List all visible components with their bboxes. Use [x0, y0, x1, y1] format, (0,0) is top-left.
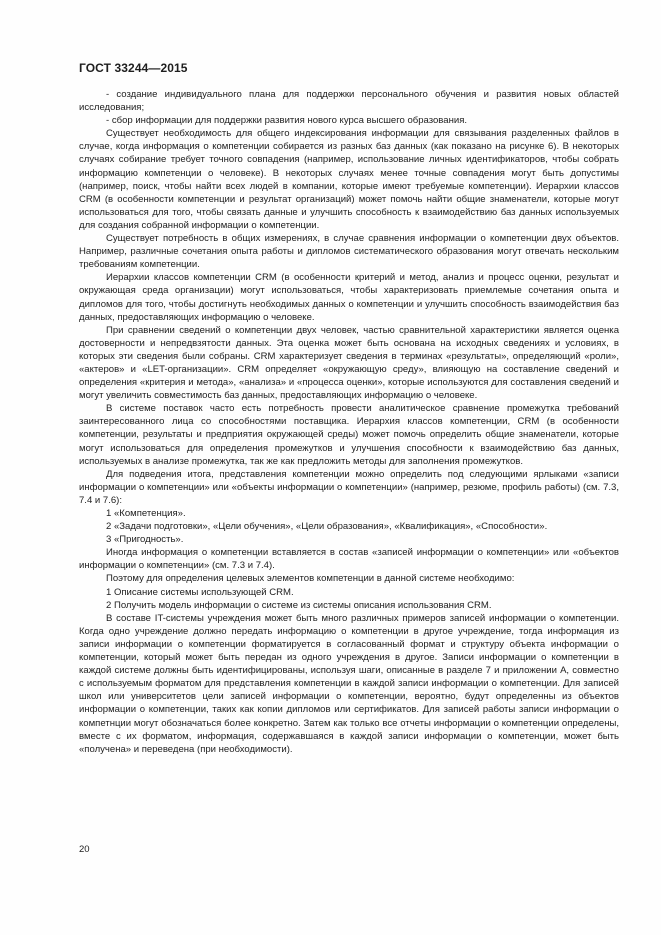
paragraph: При сравнении сведений о компетенции двух человек, частью сравнительной характеристики является оценка достоверности и непредвзятости данных. Эта оценка может быть основана на исходных сведениях и условиях, в которых эти сведения были собраны. CRM характеризует сведения в терминах «результаты», определяющий «роли», «актеров» и «LET-организации». CRM определяет «окружающую среду», влияющую на составление сведений и определения «критерия и метода», «анализа» и «процесса оценки», которые используются для составления сведений и могут увеличить совместимость баз данных, предоставляющих информацию о человеке. [79, 324, 619, 402]
list-item: 3 «Пригодность». [106, 534, 184, 546]
document-header: ГОСТ 33244—2015 [79, 61, 188, 75]
paragraph: Существует потребность в общих измерениях, в случае сравнения информации о компетенции двух объектов. Например, различные сочетания опыта работы и дипломов систематического образования могут отвечать нескольким требованиям компетенции. [79, 233, 619, 271]
list-item: 1 «Компетенция». [106, 508, 186, 519]
paragraph: Поэтому для определения целевых элементов компетенции в данной системе необходимо: [106, 573, 515, 585]
list-item: - сбор информации для поддержки развития нового курса высшего образования. [106, 115, 468, 127]
list-item: 1 Описание системы использующей CRM. [106, 586, 294, 598]
paragraph: В составе IT-системы учреждения может быть много различных примеров записей информации о компетенции. Когда одно учреждение должно передать информацию о компетенции в другое учреждение, тогда информация из записи информации о компетенции форматируется в согласованный формат и структуру объекта информации о компетенции, который может быть передан из одного учреждения в другое. Записи информации о компетенции в каждой системе должны быть идентифицированы, используя шаги, описанные в разделе 7 и приложении А, совместно с используемым форматом для представления компетенции в каждой записи информации о компетенции. Для записей школ или университетов цели записей информации о компетенции, вероятно, будут определенны из объектов информации о компетенции, таких как копии дипломов или сертификатов. Для записей работы записи информации о компетнции могут обозначаться более конкретно. Затем как только все отчеты информации о компетенции определены, вместе с их форматом, информация, содержавшаяся в каждой записи информации о компетенции, может быть «получена» и переведена (при необходимости). [79, 612, 619, 755]
page-number: 20 [79, 844, 90, 855]
list-item: 2 «Задачи подготовки», «Цели обучения», «Цели образования», «Квалификация», «Способности». [106, 521, 548, 533]
paragraph: Иногда информация о компетенции вставляется в состав «записей информации о компетенции» или «объектов информации о компетенции» (см. 7.3 и 7.4). [79, 547, 619, 572]
list-item: 2 Получить модель информации о системе из системы описания использования CRM. [106, 599, 492, 611]
document-body [79, 88, 619, 756]
paragraph: Иерархии классов компетенции CRM (в особенности критерий и метод, анализ и процесс оценки, результат и окружающая среда организации) могут использоваться, чтобы характеризовать приемлемые сочетания опыта и дипломов для того, чтобы достигнуть необходимых данных о компетенции и улучшить способность взаимодействия баз данных, предоставляющих информацию о человеке. [79, 272, 619, 323]
paragraph: В системе поставок часто есть потребность провести аналитическое сравнение промежутка требований заинтересованного лица со способностями поставщика. Иерархия классов компетенции, CRM (в особенности компетенции, результаты и предприятия окружающей среды) может помочь определить общие знаменатели, которые могут использоваться для определения промежутков и улучшения способности к взаимодействию баз данных, используемых в анализе промежутка, так же как предложить методы для заполнения промежутков. [79, 403, 619, 467]
paragraph: Для подведения итога, представления компетенции можно определить под следующими ярлыками «записи информации о компетенции» или «объекты информации о компетенции» (например, резюме, профиль работы) (см. 7.3, 7.4 и 7.6): [79, 468, 619, 506]
paragraph: Существует необходимость для общего индексирования информации для связывания разделенных файлов в случае, когда информация о компетенции собирается из разных баз данных (как показано на рисунке 6). В некоторых случаях собирание требует точного совпадения (например, использование личных идентификаторов, чтобы собрать информацию компетенции о человеке). В некоторых случаях менее точные совпадения могут быть допустимы (например, поиск, чтобы найти всех людей в компании, которые имеют требуемые компетенции). Иерархии классов CRM (в особенности компетенции и результат организаций) может помочь найти общие знаменатели, которые могут использоваться для того, чтобы связать данные и улучшить способность к взаимодействию баз данных используемых для создания собранной информации о компетенции. [79, 128, 619, 231]
list-item: - создание индивидуального плана для поддержки персонального обучения и развития новых областей исследования; [79, 89, 619, 114]
